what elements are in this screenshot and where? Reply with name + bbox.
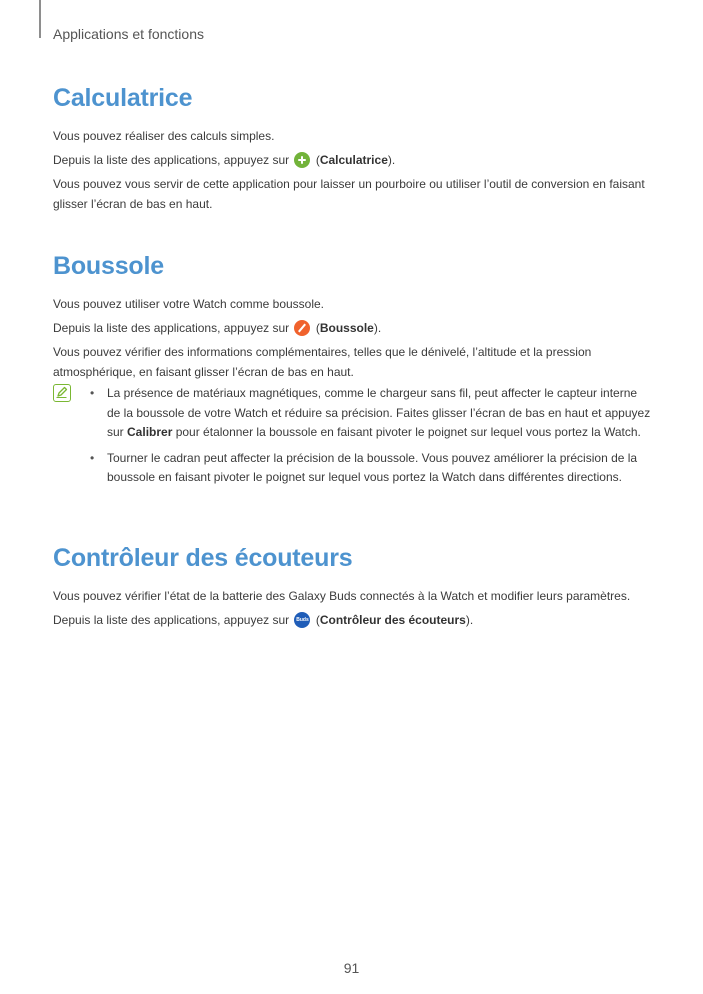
launch-close-paren: ). bbox=[465, 613, 474, 627]
buds-controller-app-icon: Buds bbox=[294, 612, 310, 628]
calculatrice-launch-prefix: Depuis la liste des applications, appuyez sur bbox=[53, 153, 290, 167]
note-1-part2: pour étalonner la boussole en faisant pivoter le poignet sur lequel vous portez la Watch. bbox=[172, 425, 641, 440]
calculatrice-app-name: Calculatrice bbox=[319, 153, 388, 167]
section-title-calculatrice: Calculatrice bbox=[53, 84, 193, 112]
boussole-launch bbox=[53, 318, 658, 338]
controleur-launch bbox=[53, 610, 658, 630]
header-rule bbox=[39, 0, 41, 38]
calculator-app-icon bbox=[294, 152, 310, 168]
launch-open-paren: ( bbox=[315, 321, 320, 335]
compass-app-icon bbox=[294, 320, 310, 336]
running-header: Applications et fonctions bbox=[53, 26, 204, 42]
launch-open-paren: ( bbox=[315, 613, 320, 627]
calculatrice-intro: Vous pouvez réaliser des calculs simples. bbox=[53, 129, 275, 143]
controleur-app-name: Contrôleur des écouteurs bbox=[319, 613, 466, 627]
note-1-part1: La présence de matériaux magnétiques, comme le chargeur sans fil, peut affecter le capteur interne de la boussole de votre Watch et réduire sa précision. Faites glisser l’écran de bas en haut et appuyez sur bbox=[107, 386, 651, 440]
section-controleur bbox=[53, 544, 658, 630]
calculatrice-launch bbox=[53, 150, 658, 170]
note-2-text: Tourner le cadran peut affecter la précision de la boussole. Vous pouvez améliorer la précision de la boussole en faisant pivoter le poignet sur lequel vous portez la Watch dans différentes directions. bbox=[107, 450, 638, 485]
note-item: • Tourner le cadran peut affecter la précision de la boussole. Vous pouvez améliorer la précision de la boussole en faisant pivoter le poignet sur lequel vous portez la Watch dans différentes directions. bbox=[90, 450, 638, 485]
section-title-controleur: Contrôleur des écouteurs bbox=[53, 544, 353, 572]
boussole-app-name: Boussole bbox=[319, 321, 374, 335]
boussole-notes bbox=[53, 384, 653, 488]
calculatrice-body: Vous pouvez vous servir de cette application pour laisser un pourboire ou utiliser l’outil de conversion en faisant glisser l’écran de bas en haut. bbox=[53, 177, 645, 211]
calibrer-label: Calibrer bbox=[127, 425, 173, 440]
section-title-boussole: Boussole bbox=[53, 252, 164, 280]
note-pencil-icon bbox=[53, 384, 71, 402]
note-item: • La présence de matériaux magnétiques, comme le chargeur sans fil, peut affecter le capteur interne de la boussole de votre Watch et réduire sa précision. Faites glisser l’écran de bas en haut et appuyez sur Calibrer pour étalonner la boussole en faisant pivoter le poignet sur lequel vous portez la Watch. bbox=[90, 386, 651, 440]
notes-list bbox=[53, 384, 653, 488]
launch-close-paren: ). bbox=[373, 321, 382, 335]
launch-open-paren: ( bbox=[315, 153, 320, 167]
section-calculatrice bbox=[53, 84, 658, 214]
launch-close-paren: ). bbox=[387, 153, 396, 167]
boussole-body: Vous pouvez vérifier des informations complémentaires, telles que le dénivelé, l’altitude et la pression atmosphérique, en faisant glisser l’écran de bas en haut. bbox=[53, 345, 592, 379]
controleur-launch-prefix: Depuis la liste des applications, appuyez sur bbox=[53, 613, 290, 627]
section-boussole bbox=[53, 252, 658, 382]
controleur-intro: Vous pouvez vérifier l’état de la batterie des Galaxy Buds connectés à la Watch et modifier leurs paramètres. bbox=[53, 589, 631, 603]
page-number: 91 bbox=[343, 960, 360, 976]
boussole-intro: Vous pouvez utiliser votre Watch comme boussole. bbox=[53, 297, 325, 311]
boussole-launch-prefix: Depuis la liste des applications, appuyez sur bbox=[53, 321, 290, 335]
